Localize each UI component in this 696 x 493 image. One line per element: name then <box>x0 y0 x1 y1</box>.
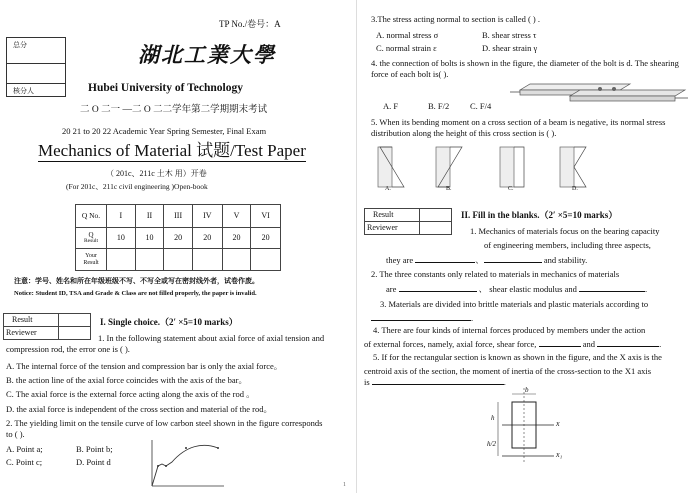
q2-option-d: D. Point d <box>76 457 111 467</box>
q-row-label-sub: Result <box>83 237 99 244</box>
section-label-h2: h/2 <box>487 440 496 448</box>
university-name-en: Hubei University of Technology <box>88 82 243 94</box>
section1-result-label: Result <box>4 314 59 327</box>
your-result-cell[interactable] <box>251 249 281 271</box>
fill-4-and: and <box>582 339 595 349</box>
stress-figure-a <box>378 147 404 187</box>
fill-1-prefix: they are <box>386 255 414 265</box>
academic-year-cn: 二 O 二一 —二 O 二二学年第二学期期末考试 <box>80 105 268 115</box>
question-4: 4. the connection of bolts is shown in the figure, the diameter of the bolt is d. The shearing force of each bolt is( ). <box>371 58 679 79</box>
curve-point-b <box>165 465 167 467</box>
score-table <box>75 204 281 271</box>
fill-4-line1: 4. There are four kinds of internal forces produced by members under the action <box>373 325 646 335</box>
fill-1-blank-1[interactable] <box>415 262 475 263</box>
score-label: 总分 <box>7 38 65 64</box>
section2-reviewer-cell[interactable] <box>420 222 452 235</box>
section2-reviewer-label: Reviewer <box>365 222 420 235</box>
stress-strain-curve <box>152 445 218 486</box>
curve-point-c <box>185 447 187 449</box>
fill-1-blank-2[interactable] <box>484 262 542 263</box>
grader-label: 核分人 <box>13 87 34 95</box>
section2-result-cell[interactable] <box>420 209 452 222</box>
fill-1-line3: they are 、 and stability. <box>386 255 588 265</box>
your-result-cell[interactable] <box>192 249 222 271</box>
fig-label-c: C. <box>508 186 514 192</box>
score-box <box>6 37 66 97</box>
q3-option-d: D. shear strain γ <box>482 43 538 53</box>
fill-4-prefix: of external forces, namely, axial force, shear force, <box>364 339 537 349</box>
score-table-header: II <box>135 205 164 228</box>
section2-result-label: Result <box>365 209 420 222</box>
bolt-plate-bottom-face <box>570 96 675 101</box>
fill-5-line1: 5. If for the rectangular section is known as shown in the figure, and the X axis is the <box>373 352 662 362</box>
section2-title: II. Fill in the blanks.（2′ ×5=10 marks） <box>461 210 618 220</box>
fill-4-line2: of external forces, namely, axial force, shear force, and . <box>364 339 662 349</box>
your-result-cell[interactable] <box>222 249 251 271</box>
university-logo-cn: 湖北工業大學 <box>138 42 276 67</box>
score-table-header: V <box>222 205 251 228</box>
q-row-label <box>76 228 107 249</box>
score-table-header: III <box>164 205 193 228</box>
academic-year-en: 20 21 to 20 22 Academic Year Spring Semester, Final Exam <box>62 126 267 136</box>
fill-5-line3: is . <box>364 377 506 387</box>
page-divider <box>356 0 357 493</box>
q-value-cell: 20 <box>164 228 193 249</box>
fill-2-line1: 2. The three constants only related to materials in mechanics of materials <box>371 269 620 279</box>
section-label-b: b <box>525 386 529 394</box>
section-label-x1: x₁ <box>556 450 563 459</box>
q2-option-c: C. Point c; <box>6 457 43 467</box>
fig-label-a: A. <box>385 186 391 192</box>
stress-figure-b <box>436 147 462 187</box>
fill-5-prefix: is <box>364 377 370 387</box>
score-blank <box>7 64 65 84</box>
bolt-head <box>612 87 616 91</box>
q-row-label-main: Q <box>88 230 94 239</box>
q-value-cell: 20 <box>251 228 281 249</box>
section-label-h: h <box>491 414 495 422</box>
q1-option-a: A. The internal force of the tension and compression bar is only the axial force。 <box>6 361 283 371</box>
fig-label-b: B. <box>446 186 452 192</box>
section1-result-cell[interactable] <box>59 314 91 327</box>
your-result-label: Your Result <box>76 249 107 271</box>
section1-reviewer-label: Reviewer <box>4 327 59 340</box>
q4-option-c: C. F/4 <box>470 101 492 111</box>
stress-strain-figure <box>146 436 226 488</box>
tp-number: TP No./卷号：A <box>219 19 281 29</box>
your-result-cell[interactable] <box>135 249 164 271</box>
score-table-header: Q No. <box>76 205 107 228</box>
q3-option-b: B. shear stress τ <box>482 30 537 40</box>
q2-option-a: A. Point a; <box>6 444 43 454</box>
stress-figure-c <box>500 147 524 187</box>
notice-en: Notice: Student ID, TSA and Grade & Class are not filled properly, the paper is invalid. <box>14 290 257 297</box>
q3-option-c: C. normal strain ε <box>376 43 437 53</box>
q1-option-c: C. The axial force is the external force acting along the axis of the rod 。 <box>6 389 255 399</box>
section2-score-box <box>364 208 452 235</box>
fill-2-middle: 、 shear elastic modulus and <box>478 284 577 294</box>
bolt-connection-figure <box>510 76 690 106</box>
page-number: 1 <box>343 482 346 488</box>
q-value-cell: 20 <box>222 228 251 249</box>
q1-option-d: D. the axial force is independent of the cross section and material of the rod。 <box>6 404 273 414</box>
section1-title: I. Single choice.（2′ ×5=10 marks） <box>100 317 238 327</box>
q4-option-a: A. F <box>383 101 399 111</box>
curve-point-d <box>217 447 219 449</box>
bolt-plate-bottom <box>570 90 685 96</box>
q2-option-b: B. Point b; <box>76 444 113 454</box>
section-label-x: x <box>556 419 560 428</box>
fill-4-blank-1[interactable] <box>539 346 581 347</box>
fill-2-line2: are 、 shear elastic modulus and . <box>386 284 648 294</box>
open-book-en: (For 201c、211c civil engineering )Open-book <box>66 182 208 191</box>
fill-2-blank-2[interactable] <box>579 291 645 292</box>
q-value-cell: 10 <box>135 228 164 249</box>
q1-option-b: B. the action line of the axial force coincides with the axis of the bar。 <box>6 375 247 385</box>
score-table-header: VI <box>251 205 281 228</box>
stress-figure-d <box>560 147 586 187</box>
question-5: 5. When its bending moment on a cross section of a beam is negative, its normal stress distribution along the height of this cross section is ( ). <box>371 117 666 138</box>
score-table-header: I <box>107 205 136 228</box>
open-book-cn: （ 201c、211c 土木 用）开卷 <box>106 169 207 178</box>
q3-option-a: A. normal stress σ <box>376 30 439 40</box>
q-value-cell: 10 <box>107 228 136 249</box>
score-table-header: IV <box>192 205 222 228</box>
fill-3-line1: 3. Materials are divided into brittle materials and plastic materials according to <box>380 299 649 309</box>
bolt-head <box>598 87 602 91</box>
fill-4-blank-2[interactable] <box>597 346 659 347</box>
fill-2-blank-1[interactable] <box>399 291 477 292</box>
q4-option-b: B. F/2 <box>428 101 450 111</box>
q-value-cell: 20 <box>192 228 222 249</box>
question-3: 3.The stress acting normal to section is called ( ) . <box>371 14 541 24</box>
fill-2-prefix: are <box>386 284 397 294</box>
fill-1-line2: of engineering members, including three aspects, <box>484 240 651 250</box>
paper-title: Mechanics of Material 试题/Test Paper <box>38 140 306 162</box>
fig-label-d: D. <box>572 186 578 192</box>
fill-5-line2: centroid axis of the section, the moment of inertia of the cross-section to the X1 axis <box>364 366 652 376</box>
your-result-cell[interactable] <box>164 249 193 271</box>
curve-point-a <box>157 465 159 467</box>
fill-1-line1: 1. Mechanics of materials focus on the bearing capacity <box>470 226 660 236</box>
question-2-text: 2. The yielding limit on the tensile curve of low carbon steel shown in the figure corresponds to ( ). <box>6 418 323 439</box>
fill-5-blank[interactable] <box>372 384 504 385</box>
your-result-cell[interactable] <box>107 249 136 271</box>
question-1: 1. In the following statement about axial force of axial tension and compression rod, the error one is ( ). <box>6 333 325 354</box>
notice-cn: 注意：学号、姓名和所在年级班级不写、不写全或写在密封线外者，试卷作废。 <box>14 277 259 285</box>
fill-1-suffix: and stability. <box>543 255 588 265</box>
fill-3-blank[interactable] <box>371 320 471 321</box>
fill-3-line2: . <box>371 313 473 324</box>
